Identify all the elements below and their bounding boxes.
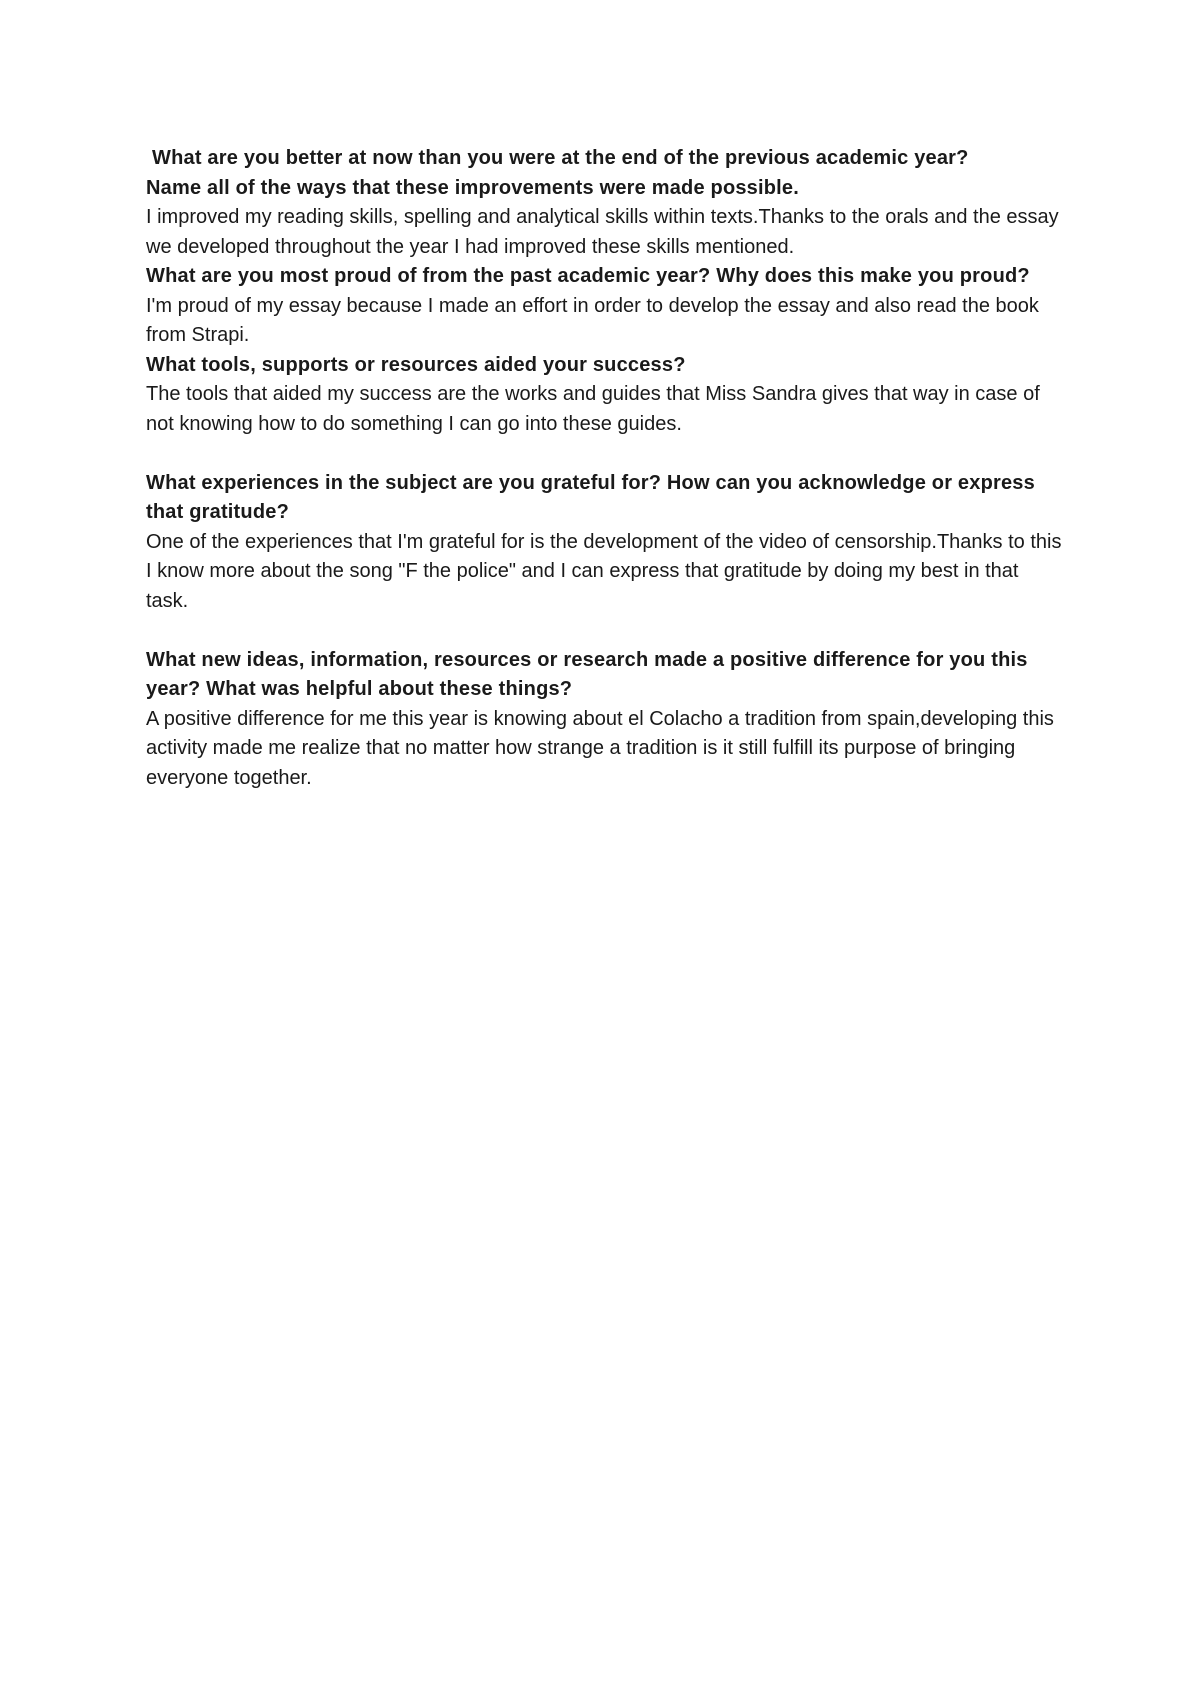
answer-text: One of the experiences that I'm grateful for is the development of the video of censorship.Thanks to this I know more about the song "F the police" and I can express that gratitude by doing my best in that task. <box>146 530 1062 612</box>
question-heading: What experiences in the subject are you grateful for? How can you acknowledge or express that gratitude? <box>146 471 1035 523</box>
paragraph-spacer <box>146 439 1066 469</box>
document-body <box>146 144 1066 793</box>
section-grateful <box>146 469 1066 617</box>
question-heading: Name all of the ways that these improvements were made possible. <box>146 176 800 199</box>
answer-text: I improved my reading skills, spelling and analytical skills within texts.Thanks to the orals and the essay we developed throughout the year I had improved these skills mentioned. <box>146 206 1059 258</box>
section-tools <box>146 351 1066 440</box>
paragraph-spacer <box>146 616 1066 646</box>
answer-text: The tools that aided my success are the works and guides that Miss Sandra gives that way in case of not knowing how to do something I can go into these guides. <box>146 383 1040 435</box>
question-heading: What are you better at now than you were at the end of the previous academic year? <box>152 147 969 169</box>
question-heading: What are you most proud of from the past academic year? Why does this make you proud? <box>146 265 1030 287</box>
section-new-ideas <box>146 646 1066 794</box>
answer-text: A positive difference for me this year is knowing about el Colacho a tradition from spain,developing this activity made me realize that no matter how strange a tradition is it still fulfill its purpose of bringing everyone together. <box>146 707 1054 789</box>
section-proud <box>146 262 1066 351</box>
section-improvements <box>146 144 1066 262</box>
question-heading: What tools, supports or resources aided your success? <box>146 353 686 376</box>
question-heading: What new ideas, information, resources or research made a positive difference for you this year? What was helpful about these things? <box>146 648 1028 700</box>
answer-text: I'm proud of my essay because I made an effort in order to develop the essay and also read the book from Strapi. <box>146 294 1039 346</box>
